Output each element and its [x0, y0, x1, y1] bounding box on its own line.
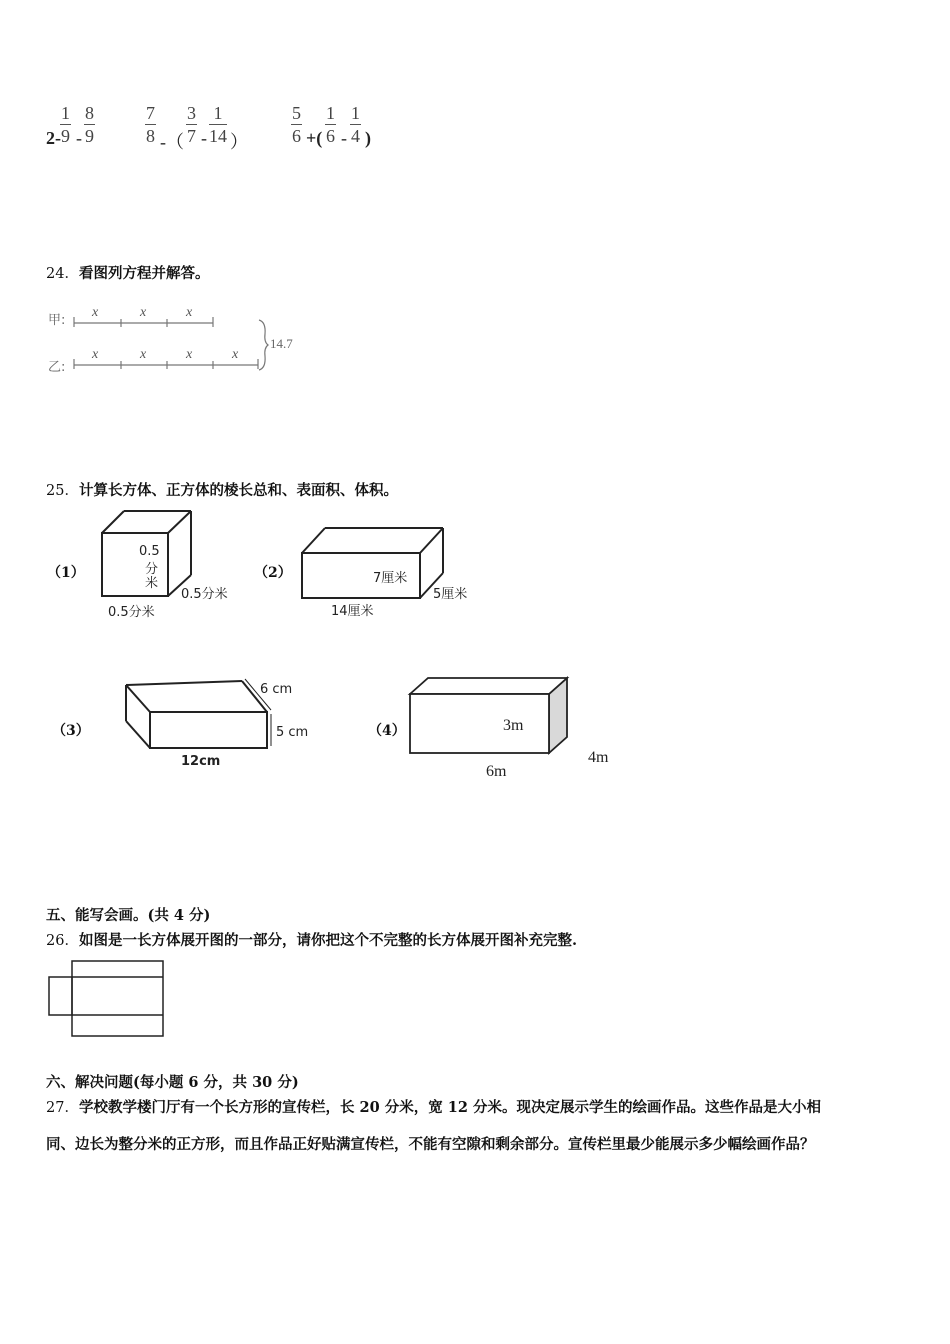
expr2-open: -（: [160, 132, 184, 152]
expr2-frac2-num: 3: [187, 103, 196, 123]
q26-text: 如图是一长方体展开图的一部分，请你把这个不完整的长方体展开图补充完整.: [78, 932, 577, 949]
expr1-frac2-num: 8: [85, 103, 94, 123]
section5-title: 五、能写会画。(共 4 分): [46, 907, 211, 924]
q24-label-b: 乙:: [48, 360, 66, 375]
expr1-frac1-num: 1: [61, 103, 70, 123]
q24-var-a3: x: [186, 305, 193, 320]
fig2-label: （2）: [254, 565, 292, 581]
q27-text-1: 学校教学楼门厅有一个长方形的宣传栏，长 20 分米，宽 12 分米。现决定展示学生的绘画作品。这些作品是大小相: [78, 1099, 821, 1116]
expr2-close: ）: [230, 132, 248, 152]
q24-total: 14.7: [270, 336, 293, 351]
fig4-label: （4）: [368, 723, 406, 739]
expr3-frac3-den: 4: [351, 126, 360, 146]
expr3-close: ): [365, 128, 371, 148]
q24-number: 24．: [46, 266, 79, 282]
expr3-open: +(: [306, 128, 323, 148]
fig3-depth: 6 cm: [260, 682, 293, 697]
q25-number: 25．: [46, 483, 79, 499]
expr3-minus: -: [341, 128, 347, 148]
expr3-frac2-num: 1: [326, 103, 335, 123]
q27-line2: 同、边长为整分米的正方形，而且作品正好贴满宣传栏，不能有空隙和剩余部分。宣传栏里最少能展示多少幅绘画作品？: [46, 1136, 815, 1153]
expr1-frac1-den: 9: [61, 126, 70, 146]
expr3-frac1-num: 5: [292, 103, 301, 123]
fig2-depth: 5厘米: [433, 587, 468, 602]
expr1-lead: 2-: [46, 128, 61, 148]
section6-title: 六、解决问题(每小题 6 分，共 30 分): [46, 1074, 299, 1091]
q24-var-b1: x: [92, 347, 99, 362]
q26-number: 26．: [46, 933, 79, 949]
expr2-frac1-den: 8: [146, 126, 155, 146]
q27-number: 27．: [46, 1100, 79, 1116]
expr2-frac3-num: 1: [209, 103, 227, 125]
q25-text: 计算长方体、正方体的棱长总和、表面积、体积。: [78, 482, 398, 499]
expr3-frac3-num: 1: [351, 103, 360, 123]
expr2-frac1-num: 7: [146, 103, 155, 123]
fig1-height-1: 0.5: [139, 544, 160, 559]
fig1-height-3: 米: [145, 576, 159, 591]
fig1-label: （1）: [47, 565, 85, 581]
fig4-depth: 4m: [588, 749, 609, 766]
expr1-minus: -: [76, 128, 82, 148]
q27-line1: [46, 1096, 821, 1117]
fig3-label: （3）: [52, 723, 90, 739]
fig4-length: 6m: [486, 763, 507, 780]
q24-var-b3: x: [186, 347, 193, 362]
fig2-length: 14厘米: [331, 604, 374, 619]
expr1-frac2-den: 9: [85, 126, 94, 146]
fig3-height: 5 cm: [276, 725, 309, 740]
fig3-length: 12cm: [181, 754, 221, 769]
q24-text: 看图列方程并解答。: [78, 265, 210, 282]
expr2-frac3-den: 14: [209, 126, 227, 146]
expr3-frac2-den: 6: [326, 126, 335, 146]
expr3-frac1-den: 6: [292, 126, 301, 146]
fig1-height-2: 分: [145, 562, 159, 577]
expr2-minus: -: [201, 128, 207, 148]
q24-var-b4: x: [232, 347, 239, 362]
fig2-height: 7厘米: [373, 571, 408, 586]
expr2-frac2-den: 7: [187, 126, 196, 146]
q24-var-a1: x: [92, 305, 99, 320]
q24-var-a2: x: [140, 305, 147, 320]
q24-var-b2: x: [140, 347, 147, 362]
fig4-height: 3m: [503, 717, 524, 734]
fig1-bottom: 0.5分米: [108, 605, 155, 620]
q24-label-a: 甲:: [48, 313, 66, 328]
fig1-side: 0.5分米: [181, 587, 228, 602]
